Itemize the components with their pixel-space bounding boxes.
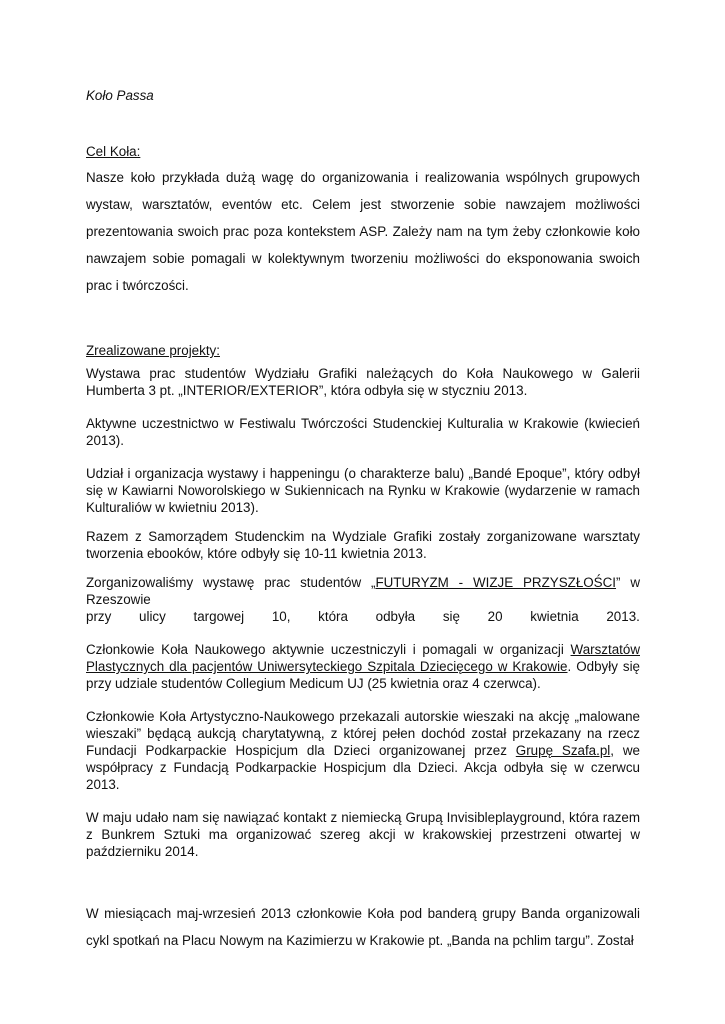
project-5-word: odbyła — [375, 609, 416, 624]
project-7-after: , we współpracy z Fundacją Podkarpackie Hospicjum dla Dzieci. Akcja odbyła się w czerwcu 2013. — [86, 743, 640, 792]
project-5-word: 2013. — [606, 609, 640, 624]
project-6-after: . Odbyły się przy udziale studentów Collegium Medicum UJ (25 kwietnia oraz 4 czerwca). — [86, 659, 640, 691]
project-paragraph-1: Wystawa prac studentów Wydziału Grafiki należących do Koła Naukowego w Galerii Humberta 3 pt. „INTERIOR/EXTERIOR”, która odbyła się w styczniu 2013. — [86, 366, 640, 398]
project-5-word: 10, — [271, 609, 291, 624]
cel-paragraph: Nasze koło przykłada dużą wagę do organizowania i realizowania wspólnych grupowych wystaw, warsztatów, eventów etc. Celem jest stworzenie sobie nawzajem możliwości prezentowania swoich prac poza kontekstem ASP. Zależy nam na tym żeby członkowie koło nawzajem sobie pomagali w kolektywnym tworzeniu możliwości do eksponowania swoich prac i twórczości. — [86, 170, 640, 293]
project-paragraph-4: Razem z Samorządem Studenckim na Wydziale Grafiki zostały zorganizowane warsztaty tworzenia ebooków, które odbyły się 10-11 kwietnia 2013. — [86, 529, 640, 561]
project-5-word: która — [318, 609, 348, 624]
futuryzm-link[interactable]: FUTURYZM - WIZJE PRZYSZŁOŚCI — [375, 575, 617, 590]
project-5-before: Zorganizowaliśmy wystawę prac studentów „ — [86, 575, 376, 590]
project-paragraph-6 — [86, 641, 640, 692]
project-5-after: ” w Rzeszowie — [86, 575, 640, 607]
project-6-before: Członkowie Koła Naukowego aktywnie uczestniczyli i pomagali w organizacji — [86, 642, 571, 657]
document-title: Koło Passa — [86, 88, 154, 103]
project-paragraph-9: W miesiącach maj-wrzesień 2013 członkowie Koła pod banderą grupy Banda organizowali cykl spotkań na Placu Nowym na Kazimierzu w Krakowie pt. „Banda na pchlim targu”. Został — [86, 906, 640, 948]
project-5-word: przy — [86, 609, 112, 624]
project-5-word: targowej — [193, 609, 245, 624]
project-7-before: Członkowie Koła Artystyczno-Naukowego przekazali autorskie wieszaki na akcję „malowane wieszaki” będącą aukcją charytatywną, z której pełen dochód został przekazany na rzecz Fundacji Podkarpackie Hospicjum dla Dzieci organizowanej przez — [86, 709, 640, 758]
project-5-word: 20 — [487, 609, 503, 624]
project-5-word: kwietnia — [530, 609, 579, 624]
project-paragraph-3: Udział i organizacja wystawy i happeningu (o charakterze balu) „Bandé Epoque”, który odbył się w Kawiarni Noworolskiego w Sukiennicach na Rynku w Krakowie (wydarzenie w ramach Kulturaliów w kwietniu 2013). — [86, 466, 640, 515]
project-5-word: się — [442, 609, 460, 624]
project-paragraph-5 — [86, 574, 640, 625]
szafa-link[interactable]: Grupę Szafa.pl — [515, 743, 611, 758]
document-page — [86, 86, 640, 967]
projects-heading: Zrealizowane projekty: — [86, 343, 220, 358]
warsztaty-link[interactable]: Warsztatów Plastycznych dla pacjentów Uniwersyteckiego Szpitala Dziecięcego w Krakowie — [86, 642, 640, 674]
project-5-word: ulicy — [139, 609, 166, 624]
project-paragraph-2: Aktywne uczestnictwo w Festiwalu Twórczości Studenckiej Kulturalia w Krakowie (kwiecień 2013). — [86, 416, 640, 448]
cel-heading: Cel Koła: — [86, 144, 141, 159]
project-5-line-1 — [86, 574, 640, 608]
project-paragraph-8: W maju udało nam się nawiązać kontakt z niemiecką Grupą Invisibleplayground, która razem z Bunkrem Sztuki ma organizować szereg akcji w krakowskiej przestrzeni otwartej w październiku 2014. — [86, 810, 640, 859]
project-paragraph-7 — [86, 708, 640, 793]
project-5-line-2 — [86, 608, 640, 625]
